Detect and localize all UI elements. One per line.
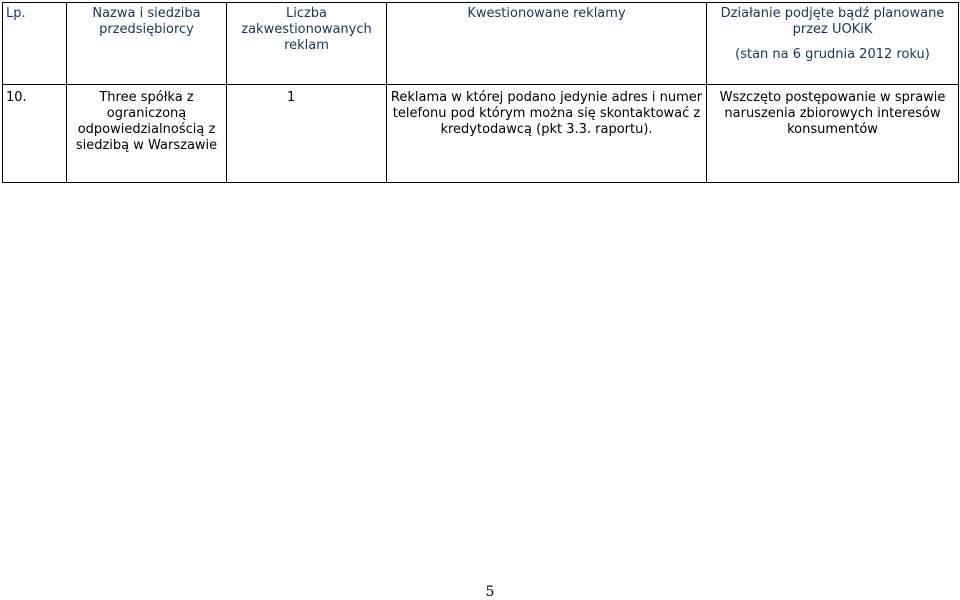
header-lp: Lp. [3, 3, 67, 85]
cell-company: Three spółka z ograniczoną odpowiedzialnością z siedzibą w Warszawie [67, 85, 227, 183]
cell-action: Wszczęto postępowanie w sprawie naruszenia zbiorowych interesów konsumentów [707, 85, 959, 183]
header-company: Nazwa i siedziba przedsiębiorcy [67, 3, 227, 85]
ad-review-table [2, 2, 959, 183]
cell-lp: 10. [3, 85, 67, 183]
cell-ads: Reklama w której podano jedynie adres i numer telefonu pod którym można się skontaktować z kredytodawcą (pkt 3.3. raportu). [387, 85, 707, 183]
header-ads: Kwestionowane reklamy [387, 3, 707, 85]
header-action-label: Działanie podjęte bądź planowane przez UOKiK [720, 6, 945, 37]
table-header-row [3, 3, 959, 85]
table-row [3, 85, 959, 183]
header-action [707, 3, 959, 85]
header-count: Liczba zakwestionowanych reklam [227, 3, 387, 85]
cell-count: 1 [227, 85, 387, 183]
header-action-note: (stan na 6 grudnia 2012 roku) [735, 47, 930, 62]
page-number: 5 [485, 584, 495, 600]
